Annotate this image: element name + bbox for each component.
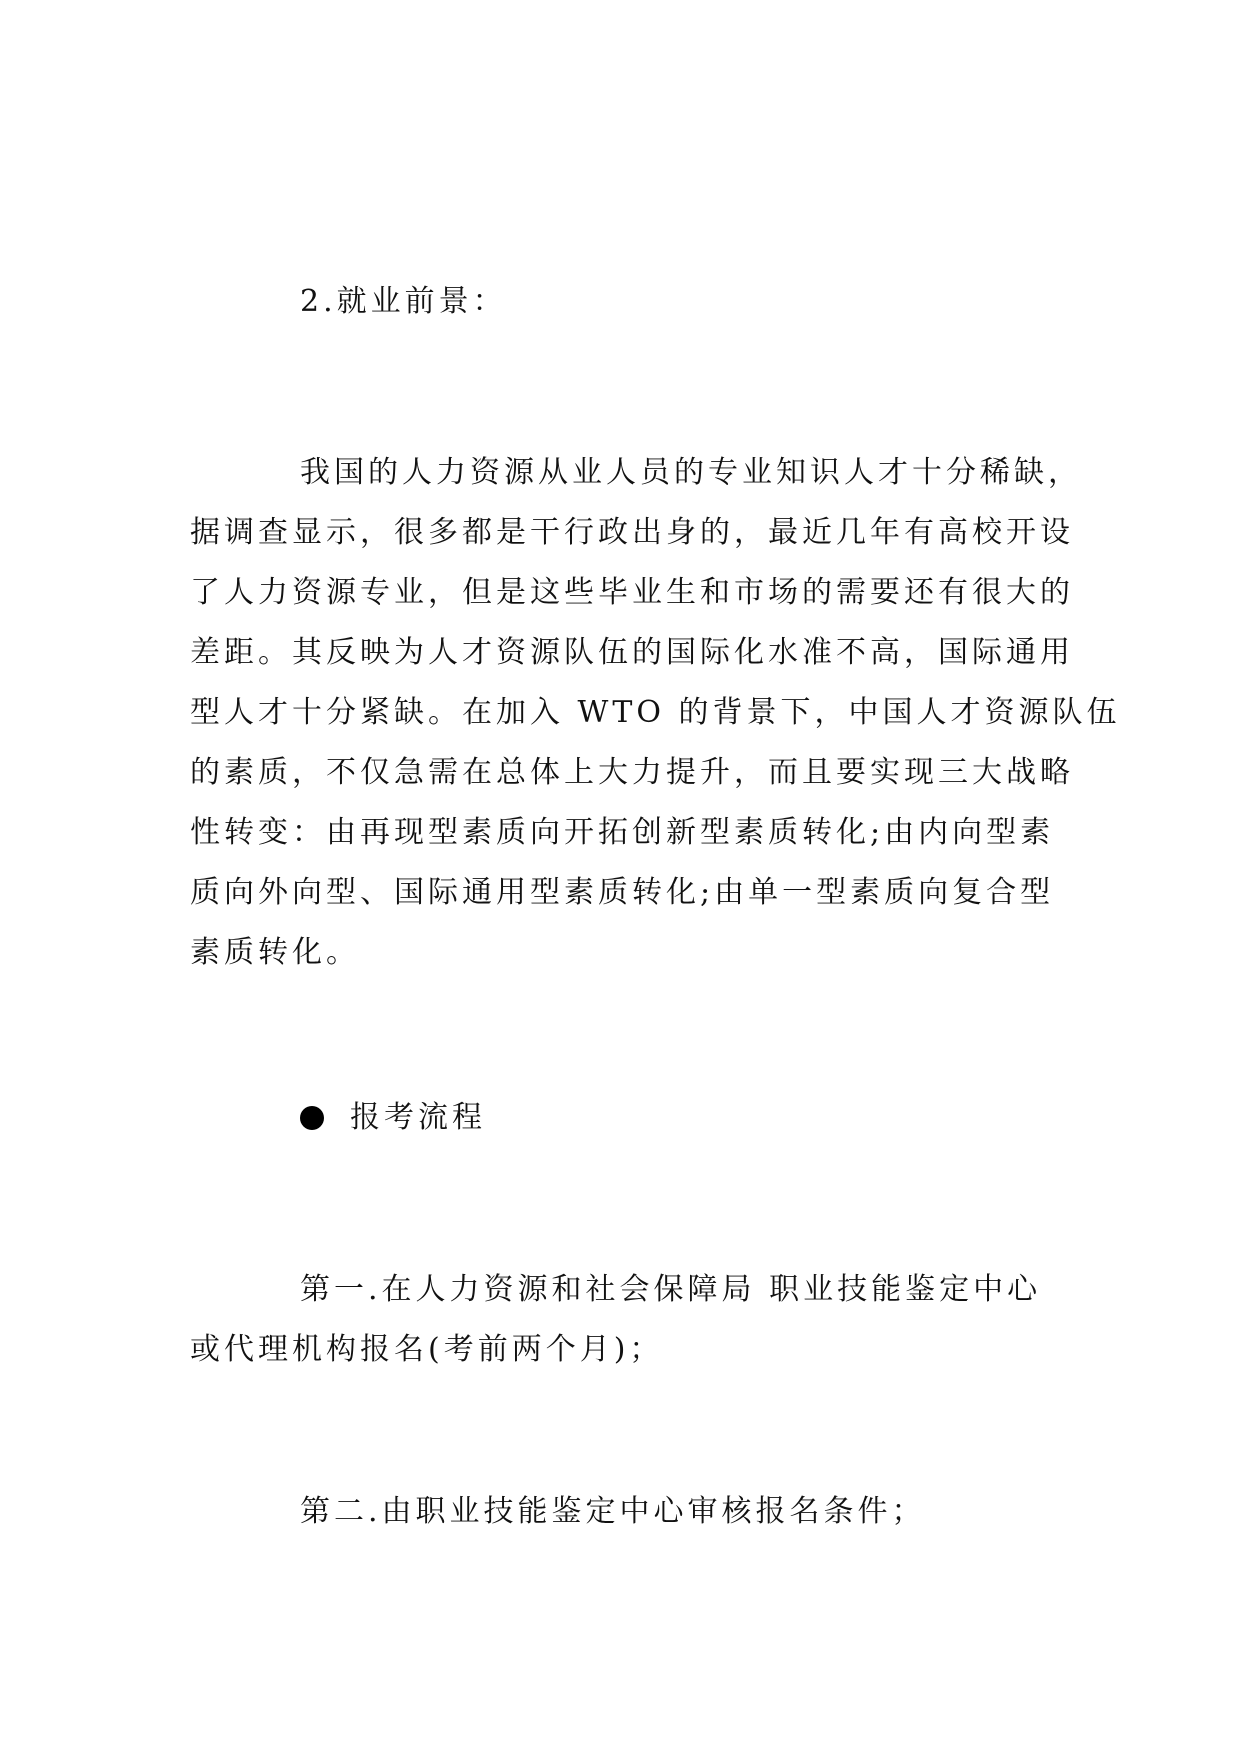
- paragraph-line: 差距。其反映为人才资源队伍的国际化水准不高，国际通用: [190, 635, 1074, 670]
- paragraph-line: 性转变：由再现型素质向开拓创新型素质转化;由内向型素: [190, 815, 1055, 850]
- paragraph-line: 或代理机构报名(考前两个月)；: [190, 1332, 664, 1367]
- paragraph-step-one: [190, 1260, 1070, 1380]
- paragraph-line: 素质转化。: [190, 935, 360, 970]
- paragraph-line: 据调查显示，很多都是干行政出身的，最近几年有高校开设: [190, 515, 1074, 550]
- section-heading: 2.就业前景：: [300, 284, 507, 319]
- paragraph-line: 型人才十分紧缺。在加入 WTO 的背景下，中国人才资源队伍: [190, 695, 1121, 730]
- paragraph-line: 第二.由职业技能鉴定中心审核报名条件；: [300, 1494, 926, 1529]
- paragraph-line: 质向外向型、国际通用型素质转化;由单一型素质向复合型: [190, 875, 1055, 910]
- paragraph-employment-outlook: [190, 443, 1121, 983]
- bullet-dot-icon: [300, 1106, 324, 1130]
- paragraph-line: 我国的人力资源从业人员的专业知识人才十分稀缺，: [300, 455, 1082, 490]
- bullet-item: [300, 1088, 486, 1148]
- bullet-label: 报考流程: [350, 1100, 486, 1135]
- paragraph-line: 第一.在人力资源和社会保障局 职业技能鉴定中心: [300, 1272, 1042, 1307]
- paragraph-line: 了人力资源专业，但是这些毕业生和市场的需要还有很大的: [190, 575, 1074, 610]
- paragraph-step-two: [190, 1482, 1070, 1542]
- paragraph-line: 的素质，不仅急需在总体上大力提升，而且要实现三大战略: [190, 755, 1074, 790]
